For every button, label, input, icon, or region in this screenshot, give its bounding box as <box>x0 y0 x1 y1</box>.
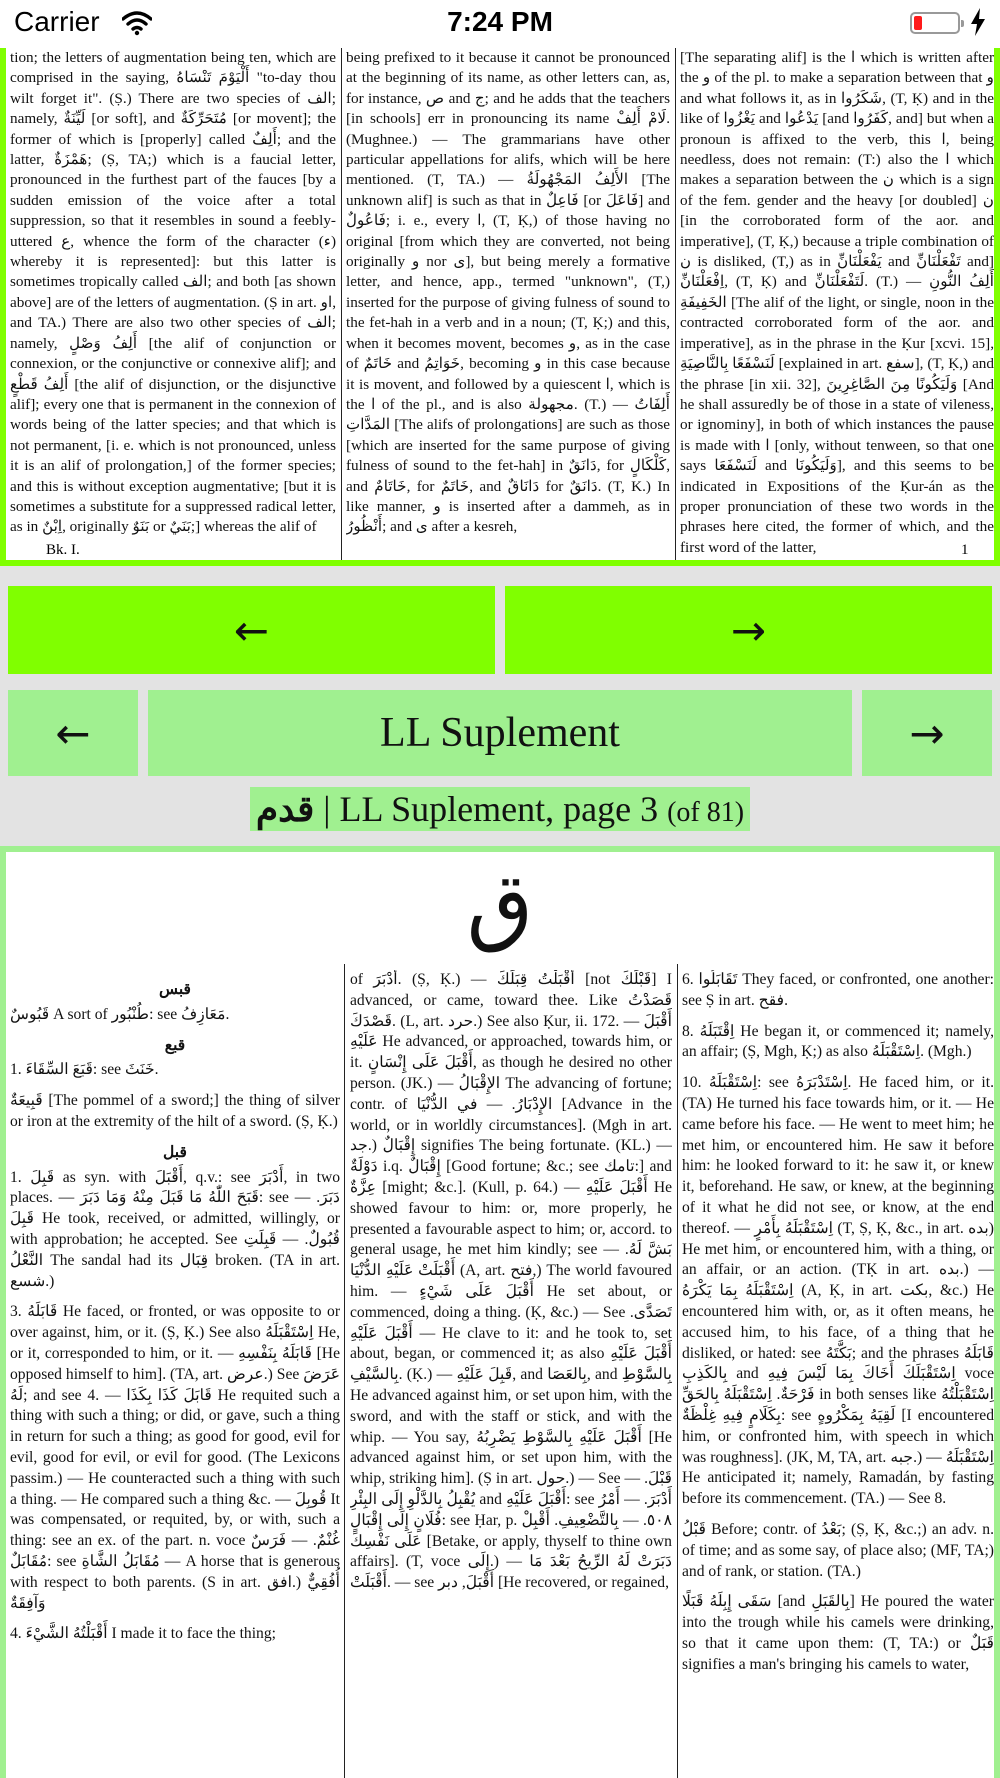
scan-column-1-text: tion; the letters of augmentation being ten, which are comprised in the saying, أَلْيَوْمَ تَنْسَاهُ "to-day thou wilt forget it". (Ṣ.) There are two species of الف; namely, لَيِّنَةٌ [or soft], and مُتَحَرِّكَةٌ [or movent]; the former of which is [properly] called أَلِفٌ; and the latter, هَمْزَةٌ; (Ṣ, TA;) which is a faucial letter, pronounced in the furthest part of the fauces [by a sudden emission of the voice after a total suppression, so that it resembles in sound a feebly-uttered ع, whence the form of the character (ء) whereby it is represented]: but this latter is sometimes tropically called الف; and both [as shown above] are of the letters of augmentation. (Ṣ in art. او, and TA.) There are also two other species of الف; namely, أَلِفُ وَصْلٍ [the alif of conjunction or connexion, or the conjunctive or connexive alif]; and أَلِفُ قَطْعٍ [the alif of disjunction, or the disjunctive alif]; every one that is permanent in the connexion of words being of the latter species; and that which is not permanent, [i. e. which is not pronounced, unless it is an alif of prolongation,] of the former species; and this is without exception augmentative; [but it is sometimes a substitute for a suppressed radical letter, as in اِبْنٌ, originally بَنَوٌ or بَنَيٌ;] whereas the alif of <box>10 49 336 536</box>
battery-nub <box>961 20 964 27</box>
entry-paragraph: 6. تَقَابَلُوا They faced, or confronted, one another: see Ṣ in art. فقح. <box>682 971 994 1009</box>
entry-paragraph: of أَدْبَرَ. (Ṣ, Ḳ.) — أَقْبَلْتُ قِبَلَكَ [not قَبْلَكَ] I advanced, or came, toward thee. Like قَصَدْتُ قَصْدَكَ. (L, art. حرد.) See also Ḳur, ii. 172. — أَقْبَلَ عَلَيْهِ He advanced, or approached, towards him, or it. أَقْبَلَ عَلَى إِنْسَانٍ, as though he desired no other person. (JK.) — الإِقْبَالُ The advancing of fortune; contr. of الإِدْبَارُ. — في الدُّنْيَا [Advance in the world, or in worldly circumstances]. (Mgh in art. جد.) إِقْبَالٌ signifies The being fortunate. (KL.) — دَوْلَةٌ i.q. إِقْبَالٌ [Good fortune; &c.; see تامك:] and عِزَّةٌ [might; &c.]. (Kull, p. 64.) — أَقْبَلَ عَلَيْهِ He showed favour to him: or, more properly, he presented a favourable aspect to him; or, accord. to general usage, he met him kindly; see بَشَّ لَهُ. — أَقْبَلَتْ عَلَيْهِ الدُّنْيَا (A, art. فتح,) The world favoured him. — أَقْبَلَ عَلَى شَيْءٍ He set about, or commenced, doing a thing. (Ḳ, &c.) — See تَصَدَّى. — أَقْبَلَ عَلَيْهِ He clave to it: and he took to, set about, began, or commenced it; as also أَقْبَلَ عَلَيْهِ بِالسَّيْفِ. (Ḳ.) — قَبِلَ عَلَيْهِ, and بِالعَصَا, and بِالسَّوْطِ He advanced against him, or set upon him, with the sword, and with the staff or stick, and with the whip. — You say, أَقْبَلَ عَلَيْهِ بِالسَّوْطِ يَضْرِبُهُ [He advanced against him, or set upon him, with the whip, striking him]. (Ṣ in art. حول.) — See قَبْلَ. — يُقْبِلُ بِالدَّلْوِ إِلَى البِئْرِ and أَقْبَلَ عَلَيْهِ: see أَدْبَرَ. — أَمْرُ فُلَانٍ إِلَى إِقْبَالٍ: see Ḥar, p. ٥٠٨. — بِالتَّضْعِيفِ. أَقْبِلْ عَلَى نَفْسِكَ [Betake, or apply, thyself to thine own affairs]. (T, voce إِلَى.) — دَبَرَتْ لَهُ الرِّيحُ بَعْدَ مَا أَقْبَلَتْ. — see أَقْبَلَ, دبر [He recovered, or regained, <box>350 971 672 1592</box>
previous-page-button[interactable] <box>8 586 495 674</box>
scan-column-3 <box>680 48 994 560</box>
column-divider <box>675 48 676 560</box>
entry-paragraph: 4. أَقْبَلْتُهُ الشَّيْءَ I made it to face the thing; <box>10 1625 276 1643</box>
status-bar <box>0 0 1000 48</box>
page-info <box>0 788 1000 830</box>
entry-headword: قبس <box>158 981 192 998</box>
scan-column-2 <box>346 48 670 560</box>
column-divider <box>677 964 678 1778</box>
entry-headword: قبع <box>164 1036 186 1054</box>
scan-footer-left: Bk. I. <box>46 542 86 559</box>
entry-paragraph: 1. قَبِلَ as syn. with أَقْبَلَ, q.v.: see أَدْبَرَ, in two places. — قَبَحَ اللّٰهُ مَا قَبَلَ مِنْهُ وَمَا دَبَرَ: see دَبَرَ. — قَبِلَ He took, received, or admitted, willingly, or with approbation; he accepted. See قُبُولٌ. — قَبِلَتِ النَّعْلُ The sandal had its قِبَال broken. (TA in art. شسع.) <box>10 1168 340 1290</box>
right-arrow-icon: → <box>909 708 945 758</box>
entry-paragraph: 8. اِقْتَبَلَهُ He began it, or commenced it; namely, an affair; (Ṣ, Mgh, Ḳ;) as also اِسْتَقْبَلَهُ. (Mgh.) <box>682 1022 994 1061</box>
battery-level <box>914 16 922 30</box>
previous-page-scan[interactable] <box>0 48 1000 566</box>
scan-column-3 <box>682 970 994 1778</box>
entry-paragraph: سَقَى إِبِلَهُ قَبَلًا [and بِالقَبَلِ] He poured the water into the trough while his camels were drinking, so that it came upon them: (T, TA:) or قَبَلٌ signifies a man's bringing his camels to water, <box>682 1593 994 1673</box>
next-page-button[interactable] <box>505 586 992 674</box>
next-book-button[interactable] <box>862 690 992 776</box>
scan-footer-right: 1 <box>961 542 969 558</box>
root-word[interactable]: قدم <box>255 789 315 829</box>
entry-paragraph: 10. اِسْتَقْبَلَهُ: see اِسْتَدْبَرَهُ. He faced him, or it. (TA) He turned his face towards him, or it. — He came before his face. — He went to meet him; he met him, or encountered him. He saw it before him: he looked forward to it: he saw it, or knew it, beforehand. He saw, or knew, at the beginning of it what he did not see, or know, at the end thereof. — اِسْتَقْبَلَهُ بِأَمْرٍ (T, Ṣ, Ḳ, &c., in art. بده) He met him, or encountered him, with a thing, or an affair, or an action. (TḲ in art. بده.) — اِسْتَقْبَلَهُ بِمَا يَكْرَهُ (A, Ḳ, in art. بكت, &c.) He encountered him with, or, as it often means, he accused him, to his face, of a thing that he disliked, or hated: see بَكَّتَهُ; and the phrases قَابَلَهُ بِالكَذِبِ and اِسْتَقْبَلَكَ أَخَاكَ بِمَا لَيْسَ فِيهِ voce فَرْحَةٌ. اِسْتَقْبَلَهُ بِالحَقِّ in both senses like اِسْتَقْبَلْتُهُ بِكَلَامٍ فِيهِ غِلْظَةٌ: see لَقِيَهُ بِمَكْرُوهٍ [I encountered him, or confronted him, with speech in which was roughness]. (JK, M, TA, art. جبه.) — اِسْتَقْبَلَهُ He anticipated it; namely, Ramadán, by fasting before its commencement. (TA.) — See 8. <box>682 1074 994 1508</box>
separator: | <box>314 789 340 829</box>
book-title: LL Suplement <box>380 710 620 756</box>
left-arrow-icon: ← <box>233 605 270 655</box>
page-count: (of 81) <box>667 797 745 828</box>
battery-icon <box>910 12 960 34</box>
left-arrow-icon: ← <box>55 708 91 758</box>
previous-book-button[interactable] <box>8 690 138 776</box>
scan-column-1 <box>10 970 340 1778</box>
scan-column-3-text: [The separating alif] is the ا which is written after the و of the pl. to make a separation between that و and what follows it, as in شَكَرُوا, (T, Ḳ) and in the like of يَغْزُوا and يَدْعُوا [and كَفَرُوا, and] but when a pronoun is affixed to the verb, this ا, being needless, does not remain: (T:) also the ا which makes a separation between the ن which is a sign of the fem. gender and the heavy [or doubled] ن [in the corroborated form of the aor. and imperative], (T, Ḳ,) because a triple combination of ن is disliked, (T,) as in يَفْعَلْنَانِّ and تَفْعَلْنَانِّ and] اِفْعَلْنَانِّ, (T, Ḳ) and لَتَفْعَلْنَانِّ. (T.) — أَلِفُ النُّونِ الخَفِيفَةِ [The alif of the light, or single, noon in the contracted corroborated form of the aor. and imperative], as in the phrase in the Ḳur [xcvi. 15], لَنَسْفَعًا بِالنَّاصِيَةِ [explained in art. سفع], (T, Ḳ,) and the phrase [in xii. 32], وَلَيَكُونًا مِنَ الصَّاغِرِينَ [And he shall assuredly be of those in a state of vileness, or ignominy], in both of which instances the pause is made with ا [only, without tenween, so that one says لَنَسْفَعَا and وَلَيَكُونَا], and this seems to be indicated in Expositions of the Ḳur-án as the proper pronunciation of these two words in the phrases here cited, the former of which, and the first word of the latter, <box>680 49 994 556</box>
entry-paragraph: قَبْلُ Before; contr. of بَعْدُ; (Ṣ, Ḳ, &c.;) an adv. n. of time; and as some say, of place also; (MF, TA;) and of rank, or station. (TA.) <box>682 1520 994 1580</box>
charging-bolt-icon <box>970 8 986 36</box>
current-page-scan[interactable] <box>0 846 1000 1778</box>
carrier-label: Carrier <box>14 6 100 37</box>
book-title-button[interactable] <box>148 690 852 776</box>
entry-paragraph: 3. قَابَلَهُ He faced, or fronted, or was opposite to or over against, him, or it. (Ṣ, Ḳ.) See also اِسْتَقْبَلَهُ He, or it, corresponded to him, or it. — قَابَلَهُ بِنَفْسِهِ [He opposed himself to him]. (TA, art. عرض.) See عَرَضَ لَهُ; and see 4. — قَابَلَ كَذَا بِكَذَا He requited such a thing with such a thing; or did, or gave, such a thing in return for such a thing; as good for good, evil for evil, good for evil, or evil for good. (The Lexicons passim.) — He counteracted such a thing with such a thing. — He compared such a thing &c. — قُوبِلَ It was compensated, or requited, by, or with, such a thing: see an ex. of the part. n. voce غُنْمٌ. — فَرَسٌ مُقَابَلٌ: see مُقَابَلُ الشَّاةِ — A horse that is generous with respect to both parents. (S in art. افق.) أُفُقِيٌّ وَآفِقَةٌ <box>10 1303 340 1612</box>
section-letter: ق <box>466 857 534 953</box>
entry-paragraph: قَبِيعَةٌ [The pommel of a sword;] the thing of silver or iron at the extremity of the hilt of a sword. (Ṣ, Ḳ.) <box>10 1092 340 1130</box>
page-label: LL Suplement, page 3 <box>339 789 659 829</box>
right-arrow-icon: → <box>730 605 767 655</box>
entry-paragraph: قَبُوسٌ A sort of طُنْبُور: see مَعَازِفُ. <box>10 1005 230 1023</box>
scan-column-2-text: being prefixed to it because it cannot be pronounced at the beginning of its name, as other letters can, as, for instance, ص and ج; and he adds that the teachers [in schools] err in pronouncing its name لَامْ أَلِفْ. (Mughnee.) — The grammarians have other particular appellations for alifs, which will be here mentioned. (T, TA.) — الأَلِفُ المَجْهُولَةُ [The unknown alif] is such as that in فَاعِلٌ [or فَاعَلَ] and فَاعُولٌ; i. e., every ا, (T, Ḳ,) of those having no original [from which they are converted, not being originally و nor ى], but being merely a formative letter, and hence, app., termed "unknown", (T,) inserted for the purpose of giving fulness of sound to the fet-hah in a verb and in a noun; (T, Ḳ;) and this, when it becomes movent, becomes و, as in the case of خَاتَمٌ and خَوَاتِمُ, becoming و in this case because it is movent, and followed by a quiescent ا, which is the ا of the pl., and is also مجهولة. (T.) — أَلِفَاتُ المَدَّاتِ [The alifs of prolongations] are such as those [which are inserted for the same purpose of giving fulness of sound to the fet-hah] in دَانَقٌ, for كَلْكَالٍ, and خَاتَامٌ, for خَاتَمٌ, and دَانَاقٌ for دَانَقٌ. (T, K.) In like manner, و is inserted after a dammeh, as in أَنْظُورُ; and ى after a kesreh, <box>346 49 670 536</box>
status-time: 7:24 PM <box>447 6 553 37</box>
column-divider <box>344 964 345 1778</box>
scan-column-2 <box>350 970 672 1778</box>
entry-headword: قبل <box>163 1143 187 1161</box>
entry-paragraph: 1. قَبَعَ السِّقَاءَ: see خَنَثَ. <box>10 1061 159 1079</box>
page-info-highlight <box>250 787 750 831</box>
column-divider <box>341 48 342 560</box>
scan-column-1 <box>10 48 336 560</box>
